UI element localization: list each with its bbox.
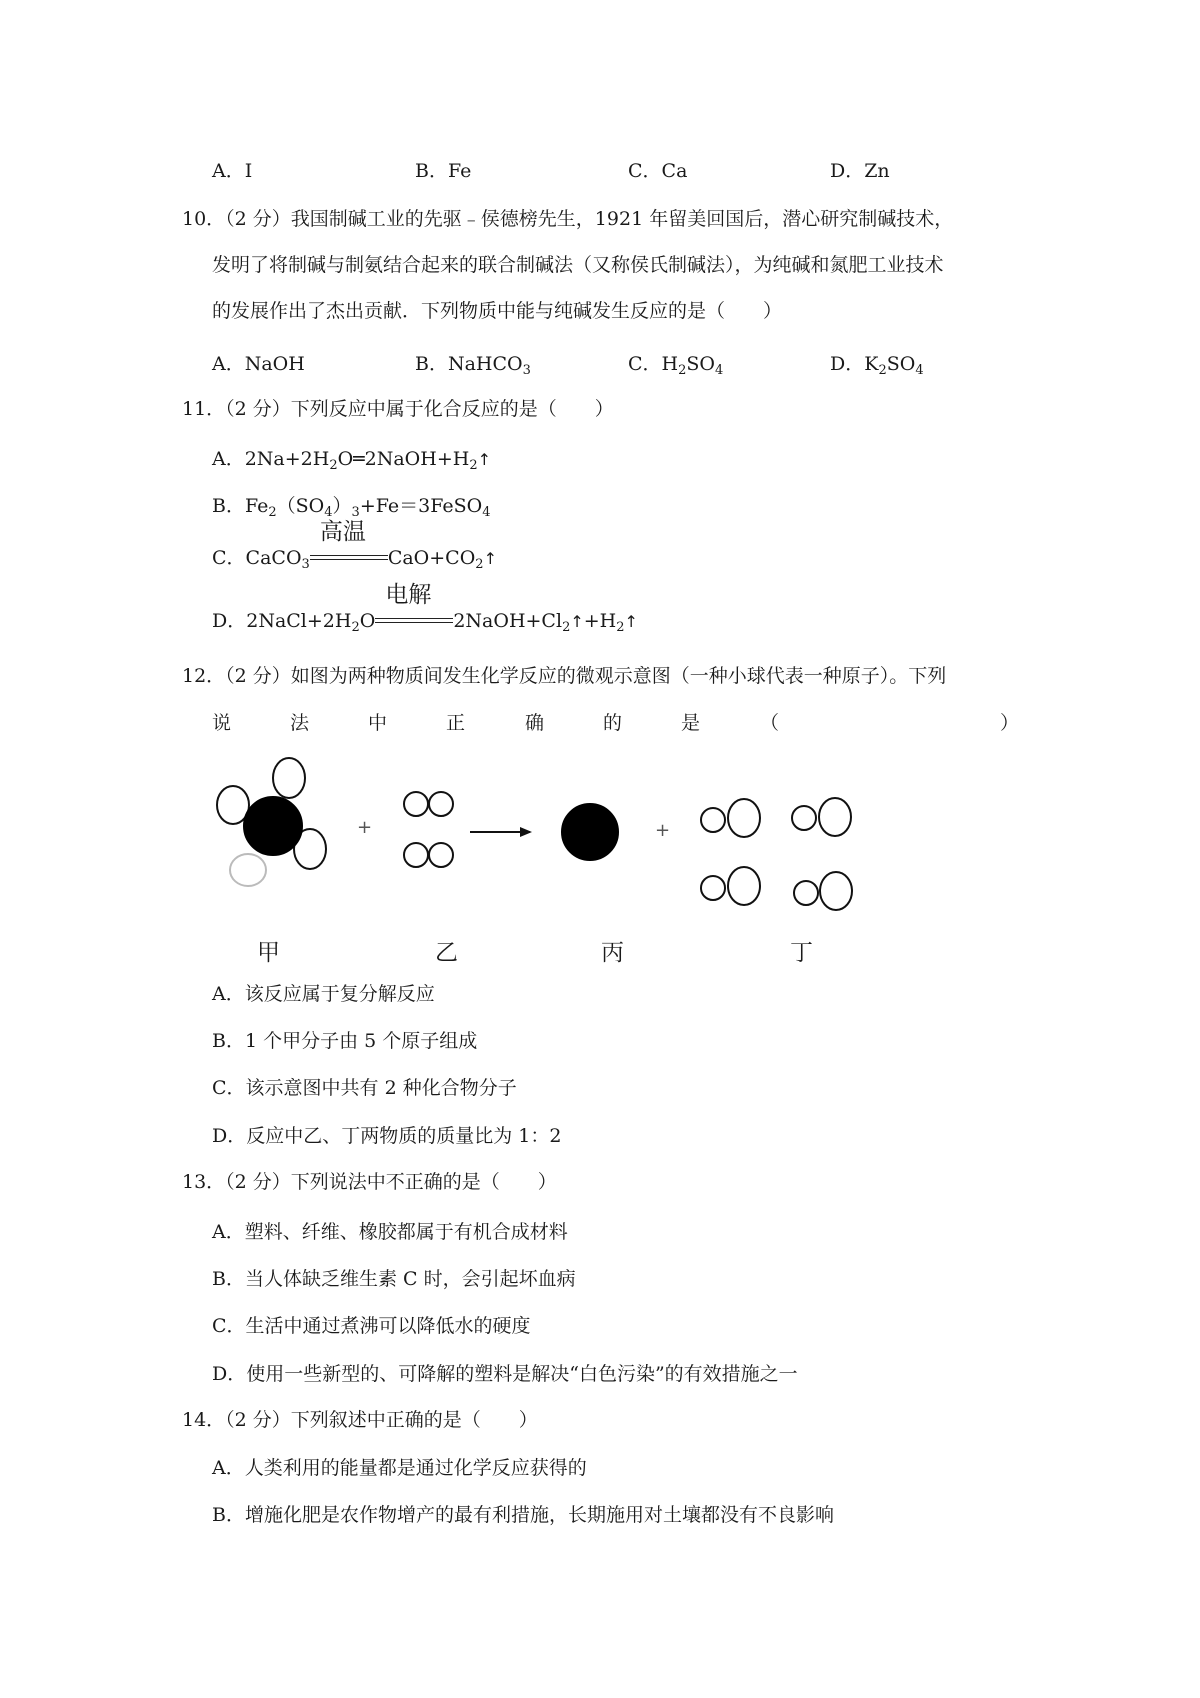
q11-option-d: D．$2NaCl+2H_2O$ 电解 $2NaOH+Cl_2↑+H_2↑$ [212, 582, 638, 635]
q12-stem-line2-char: （ [760, 712, 780, 734]
product-d-small-atom [701, 808, 725, 832]
product-d-small-atom [792, 806, 816, 830]
product-d-large-atom [728, 799, 760, 837]
product-c-atom [562, 804, 618, 860]
q9-option-b: B．Fe [415, 160, 472, 182]
q12-option-c: C．该示意图中共有 2 种化合物分子 [212, 1077, 517, 1099]
reaction-condition-electrolysis: 电解 [375, 608, 453, 634]
q12-stem-line2-char: 正 [446, 712, 466, 734]
q9-option-a: A．I [212, 160, 253, 182]
q11-option-a: A．$2Na+2H_2O═2NaOH+H_2↑$ [212, 448, 492, 473]
product-d-large-atom [728, 867, 760, 905]
reactant-a-central-atom [244, 797, 302, 855]
reactant-b-atom [429, 792, 453, 816]
q11-stem: 11．（2 分）下列反应中属于化合反应的是（ ） [182, 398, 614, 420]
q9-option-c: C．Ca [628, 160, 688, 182]
reactant-b-atom [404, 843, 428, 867]
q9-option-d: D．Zn [830, 160, 890, 182]
reaction-condition-heat: 高温 [310, 545, 388, 571]
q12-stem-line2-char: 法 [290, 712, 310, 734]
q12-stem-line2-char: 说 [212, 712, 232, 734]
q12-stem-line2-char: 中 [368, 712, 388, 734]
q10-option-d: D．$K_2SO_4$ [830, 353, 924, 378]
product-d-large-atom [820, 872, 852, 910]
reactant-a-small-atom [273, 758, 305, 798]
q10-stem-line1: 10．（2 分）我国制碱工业的先驱﹣侯德榜先生，1921 年留美回国后，潜心研究制碱技术， [182, 208, 954, 230]
q13-option-c: C．生活中通过煮沸可以降低水的硬度 [212, 1315, 531, 1337]
product-d-large-atom [819, 798, 851, 836]
label-jia: 甲 [257, 940, 280, 966]
q12-stem-line2-char: 确 [525, 712, 545, 734]
q13-option-a: A．塑料、纤维、橡胶都属于有机合成材料 [212, 1221, 568, 1243]
plus-sign: + [655, 820, 671, 841]
q12-option-a: A．该反应属于复分解反应 [212, 983, 435, 1005]
reactant-b-atom [429, 843, 453, 867]
label-yi: 乙 [435, 940, 458, 966]
reactant-b-atom [404, 792, 428, 816]
q14-option-a: A．人类利用的能量都是通过化学反应获得的 [212, 1457, 587, 1479]
q10-option-c: C．$H_2SO_4$ [628, 353, 724, 378]
label-bing: 丙 [601, 940, 624, 966]
q10-option-b: B．NaHCO$_3$ [415, 353, 531, 378]
q12-stem-line2-char: ） [1000, 712, 1020, 734]
q10-option-a: A．NaOH [212, 353, 305, 375]
q14-stem: 14．（2 分）下列叙述中正确的是（ ） [182, 1409, 538, 1431]
reaction-arrowhead [520, 827, 532, 837]
q13-option-d: D．使用一些新型的、可降解的塑料是解决“白色污染”的有效措施之一 [212, 1363, 798, 1385]
q13-stem: 13．（2 分）下列说法中不正确的是（ ） [182, 1171, 557, 1193]
product-d-small-atom [701, 876, 725, 900]
q12-stem-line1: 12．（2 分）如图为两种物质间发生化学反应的微观示意图（一种小球代表一种原子）。下列 [182, 665, 947, 687]
q12-stem-line2-char: 是 [681, 712, 701, 734]
q12-option-b: B．1 个甲分子由 5 个原子组成 [212, 1030, 478, 1052]
q12-stem-line2-char: 的 [603, 712, 623, 734]
q14-option-b: B．增施化肥是农作物增产的最有利措施，长期施用对土壤都没有不良影响 [212, 1504, 834, 1526]
q10-stem-line2: 发明了将制碱与制氨结合起来的联合制碱法（又称侯氏制碱法），为纯碱和氮肥工业技术 [212, 254, 944, 276]
label-ding: 丁 [790, 940, 813, 966]
reactant-a-small-atom [230, 854, 266, 886]
q12-option-d: D．反应中乙、丁两物质的质量比为 1：2 [212, 1125, 562, 1147]
q13-option-b: B．当人体缺乏维生素 C 时，会引起坏血病 [212, 1268, 576, 1290]
q11-option-c: C．CaCO$_3$ 高温 $CaO+CO_2↑$ [212, 519, 497, 572]
plus-sign: + [357, 817, 373, 838]
q11-option-b: B．$Fe_2(SO_4)_3+Fe=3FeSO_4$ [212, 495, 491, 520]
product-d-small-atom [794, 881, 818, 905]
q10-stem-line3: 的发展作出了杰出贡献．下列物质中能与纯碱发生反应的是（ ） [212, 300, 783, 322]
